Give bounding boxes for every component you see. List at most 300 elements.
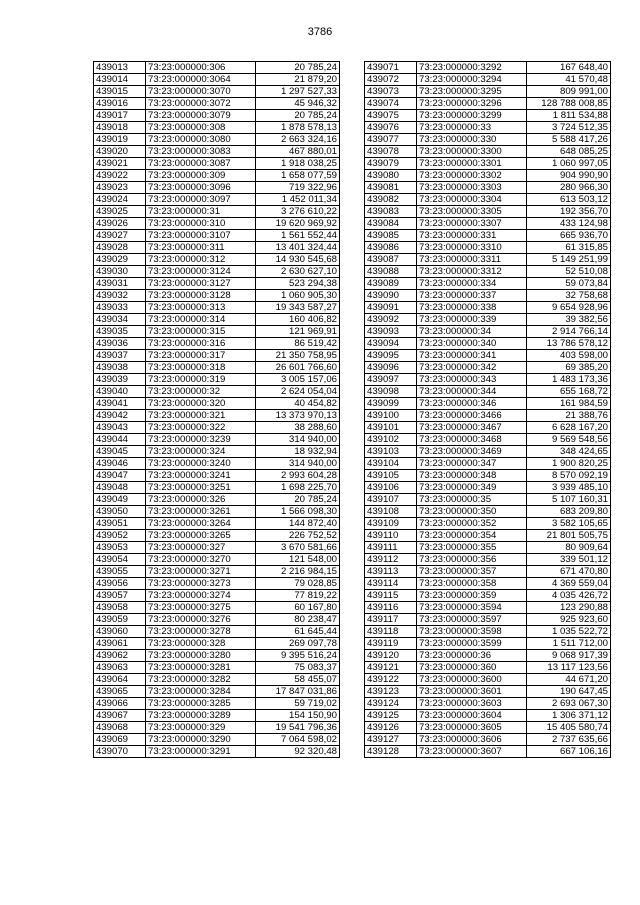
row-number-cell: 439128	[365, 746, 417, 758]
table-row	[94, 122, 340, 134]
table-row	[365, 578, 611, 590]
table-row	[94, 386, 340, 398]
row-number-cell: 439066	[94, 698, 146, 710]
value-cell: 92 320,48	[256, 746, 340, 758]
row-number-cell: 439033	[94, 302, 146, 314]
row-number-cell: 439061	[94, 638, 146, 650]
table-row	[94, 110, 340, 122]
table-row	[365, 674, 611, 686]
table-row	[365, 338, 611, 350]
value-cell: 154 150,90	[256, 710, 340, 722]
cadastral-number-cell: 73:23:000000:3097	[146, 194, 256, 206]
table-row	[365, 386, 611, 398]
value-cell: 192 356,70	[527, 206, 611, 218]
value-cell: 13 401 324,44	[256, 242, 340, 254]
table-row	[94, 614, 340, 626]
table-row	[365, 422, 611, 434]
table-row	[365, 170, 611, 182]
table-row	[365, 722, 611, 734]
value-cell: 1 811 534,88	[527, 110, 611, 122]
cadastral-number-cell: 73:23:000000:3127	[146, 278, 256, 290]
cadastral-number-cell: 73:23:000000:316	[146, 338, 256, 350]
value-cell: 69 385,20	[527, 362, 611, 374]
value-cell: 59 719,02	[256, 698, 340, 710]
table-row	[94, 302, 340, 314]
row-number-cell: 439070	[94, 746, 146, 758]
row-number-cell: 439028	[94, 242, 146, 254]
row-number-cell: 439075	[365, 110, 417, 122]
value-cell: 2 624 054,04	[256, 386, 340, 398]
cadastral-number-cell: 73:23:000000:3302	[417, 170, 527, 182]
table-row	[94, 338, 340, 350]
table-row	[365, 290, 611, 302]
value-cell: 3 276 610,22	[256, 206, 340, 218]
row-number-cell: 439090	[365, 290, 417, 302]
cadastral-number-cell: 73:23:000000:331	[417, 230, 527, 242]
table-row	[94, 626, 340, 638]
value-cell: 467 880,01	[256, 146, 340, 158]
row-number-cell: 439048	[94, 482, 146, 494]
cadastral-number-cell: 73:23:000000:3274	[146, 590, 256, 602]
value-cell: 20 785,24	[256, 62, 340, 74]
cadastral-number-cell: 73:23:000000:348	[417, 470, 527, 482]
cadastral-number-cell: 73:23:000000:354	[417, 530, 527, 542]
value-cell: 26 601 766,60	[256, 362, 340, 374]
table-row	[94, 590, 340, 602]
value-cell: 655 168,72	[527, 386, 611, 398]
left-register-table	[93, 61, 340, 758]
cadastral-number-cell: 73:23:000000:3273	[146, 578, 256, 590]
value-cell: 79 028,85	[256, 578, 340, 590]
row-number-cell: 439069	[94, 734, 146, 746]
value-cell: 314 940,00	[256, 458, 340, 470]
cadastral-number-cell: 73:23:000000:3271	[146, 566, 256, 578]
row-number-cell: 439067	[94, 710, 146, 722]
table-row	[94, 422, 340, 434]
value-cell: 1 698 225,70	[256, 482, 340, 494]
cadastral-number-cell: 73:23:000000:350	[417, 506, 527, 518]
row-number-cell: 439098	[365, 386, 417, 398]
cadastral-number-cell: 73:23:000000:3604	[417, 710, 527, 722]
table-row	[94, 350, 340, 362]
value-cell: 8 570 092,19	[527, 470, 611, 482]
cadastral-number-cell: 73:23:000000:338	[417, 302, 527, 314]
table-row	[94, 254, 340, 266]
value-cell: 2 663 324,16	[256, 134, 340, 146]
cadastral-number-cell: 73:23:000000:3597	[417, 614, 527, 626]
row-number-cell: 439116	[365, 602, 417, 614]
value-cell: 17 847 031,86	[256, 686, 340, 698]
value-cell: 1 658 077,59	[256, 170, 340, 182]
value-cell: 348 424,65	[527, 446, 611, 458]
table-row	[94, 182, 340, 194]
cadastral-number-cell: 73:23:000000:3594	[417, 602, 527, 614]
row-number-cell: 439110	[365, 530, 417, 542]
table-row	[94, 434, 340, 446]
value-cell: 925 923,60	[527, 614, 611, 626]
row-number-cell: 439060	[94, 626, 146, 638]
table-row	[365, 86, 611, 98]
row-number-cell: 439016	[94, 98, 146, 110]
value-cell: 1 060 905,30	[256, 290, 340, 302]
value-cell: 190 647,45	[527, 686, 611, 698]
value-cell: 665 936,70	[527, 230, 611, 242]
row-number-cell: 439109	[365, 518, 417, 530]
row-number-cell: 439044	[94, 434, 146, 446]
row-number-cell: 439058	[94, 602, 146, 614]
table-row	[94, 242, 340, 254]
cadastral-number-cell: 73:23:000000:355	[417, 542, 527, 554]
value-cell: 6 628 167,20	[527, 422, 611, 434]
value-cell: 121 969,91	[256, 326, 340, 338]
row-number-cell: 439013	[94, 62, 146, 74]
right-register-table	[364, 61, 611, 758]
cadastral-number-cell: 73:23:000000:3598	[417, 626, 527, 638]
row-number-cell: 439053	[94, 542, 146, 554]
value-cell: 39 382,56	[527, 314, 611, 326]
cadastral-number-cell: 73:23:000000:3083	[146, 146, 256, 158]
row-number-cell: 439088	[365, 266, 417, 278]
table-row	[94, 374, 340, 386]
row-number-cell: 439043	[94, 422, 146, 434]
cadastral-number-cell: 73:23:000000:341	[417, 350, 527, 362]
row-number-cell: 439108	[365, 506, 417, 518]
table-row	[94, 206, 340, 218]
cadastral-number-cell: 73:23:000000:3070	[146, 86, 256, 98]
table-row	[94, 62, 340, 74]
row-number-cell: 439122	[365, 674, 417, 686]
cadastral-number-cell: 73:23:000000:3251	[146, 482, 256, 494]
cadastral-number-cell: 73:23:000000:34	[417, 326, 527, 338]
table-row	[94, 566, 340, 578]
cadastral-number-cell: 73:23:000000:337	[417, 290, 527, 302]
cadastral-number-cell: 73:23:000000:3290	[146, 734, 256, 746]
row-number-cell: 439123	[365, 686, 417, 698]
row-number-cell: 439025	[94, 206, 146, 218]
row-number-cell: 439084	[365, 218, 417, 230]
table-row	[365, 434, 611, 446]
table-row	[94, 518, 340, 530]
cadastral-number-cell: 73:23:000000:312	[146, 254, 256, 266]
cadastral-number-cell: 73:23:000000:3064	[146, 74, 256, 86]
row-number-cell: 439114	[365, 578, 417, 590]
value-cell: 13 786 578,12	[527, 338, 611, 350]
row-number-cell: 439095	[365, 350, 417, 362]
table-row	[94, 470, 340, 482]
row-number-cell: 439027	[94, 230, 146, 242]
cadastral-number-cell: 73:23:000000:3087	[146, 158, 256, 170]
value-cell: 52 510,08	[527, 266, 611, 278]
table-row	[94, 458, 340, 470]
cadastral-number-cell: 73:23:000000:3107	[146, 230, 256, 242]
table-row	[94, 722, 340, 734]
value-cell: 671 470,80	[527, 566, 611, 578]
row-number-cell: 439063	[94, 662, 146, 674]
row-number-cell: 439119	[365, 638, 417, 650]
value-cell: 19 343 587,27	[256, 302, 340, 314]
value-cell: 123 290,88	[527, 602, 611, 614]
cadastral-number-cell: 73:23:000000:328	[146, 638, 256, 650]
cadastral-number-cell: 73:23:000000:3289	[146, 710, 256, 722]
row-number-cell: 439106	[365, 482, 417, 494]
cadastral-number-cell: 73:23:000000:3291	[146, 746, 256, 758]
value-cell: 161 984,59	[527, 398, 611, 410]
cadastral-number-cell: 73:23:000000:310	[146, 218, 256, 230]
table-row	[365, 446, 611, 458]
row-number-cell: 439124	[365, 698, 417, 710]
value-cell: 3 582 105,65	[527, 518, 611, 530]
value-cell: 523 294,38	[256, 278, 340, 290]
row-number-cell: 439120	[365, 650, 417, 662]
value-cell: 144 872,40	[256, 518, 340, 530]
cadastral-number-cell: 73:23:000000:3605	[417, 722, 527, 734]
value-cell: 7 064 598,02	[256, 734, 340, 746]
value-cell: 167 648,40	[527, 62, 611, 74]
table-row	[365, 110, 611, 122]
value-cell: 58 455,07	[256, 674, 340, 686]
value-cell: 648 085,25	[527, 146, 611, 158]
table-row	[365, 62, 611, 74]
table-row	[365, 218, 611, 230]
row-number-cell: 439080	[365, 170, 417, 182]
row-number-cell: 439037	[94, 350, 146, 362]
row-number-cell: 439046	[94, 458, 146, 470]
value-cell: 75 083,37	[256, 662, 340, 674]
row-number-cell: 439094	[365, 338, 417, 350]
value-cell: 1 306 371,12	[527, 710, 611, 722]
value-cell: 15 405 580,74	[527, 722, 611, 734]
row-number-cell: 439077	[365, 134, 417, 146]
cadastral-number-cell: 73:23:000000:3241	[146, 470, 256, 482]
row-number-cell: 439041	[94, 398, 146, 410]
cadastral-number-cell: 73:23:000000:3300	[417, 146, 527, 158]
row-number-cell: 439126	[365, 722, 417, 734]
page-number: 3786	[307, 26, 333, 38]
table-row	[94, 578, 340, 590]
value-cell: 18 932,94	[256, 446, 340, 458]
table-row	[365, 626, 611, 638]
value-cell: 160 406,82	[256, 314, 340, 326]
table-row	[365, 530, 611, 542]
row-number-cell: 439121	[365, 662, 417, 674]
value-cell: 1 511 712,00	[527, 638, 611, 650]
table-row	[365, 494, 611, 506]
cadastral-number-cell: 73:23:000000:3072	[146, 98, 256, 110]
table-row	[94, 86, 340, 98]
cadastral-number-cell: 73:23:000000:3607	[417, 746, 527, 758]
row-number-cell: 439089	[365, 278, 417, 290]
table-row	[365, 314, 611, 326]
row-number-cell: 439031	[94, 278, 146, 290]
cadastral-number-cell: 73:23:000000:3261	[146, 506, 256, 518]
value-cell: 121 548,00	[256, 554, 340, 566]
table-row	[365, 326, 611, 338]
row-number-cell: 439024	[94, 194, 146, 206]
value-cell: 2 630 627,10	[256, 266, 340, 278]
row-number-cell: 439085	[365, 230, 417, 242]
row-number-cell: 439103	[365, 446, 417, 458]
value-cell: 1 297 527,33	[256, 86, 340, 98]
value-cell: 4 035 426,72	[527, 590, 611, 602]
row-number-cell: 439115	[365, 590, 417, 602]
row-number-cell: 439052	[94, 530, 146, 542]
row-number-cell: 439014	[94, 74, 146, 86]
table-row	[94, 542, 340, 554]
row-number-cell: 439020	[94, 146, 146, 158]
table-row	[365, 686, 611, 698]
cadastral-number-cell: 73:23:000000:3240	[146, 458, 256, 470]
row-number-cell: 439111	[365, 542, 417, 554]
cadastral-number-cell: 73:23:000000:308	[146, 122, 256, 134]
table-row	[94, 194, 340, 206]
value-cell: 9 395 516,24	[256, 650, 340, 662]
row-number-cell: 439015	[94, 86, 146, 98]
cadastral-number-cell: 73:23:000000:3599	[417, 638, 527, 650]
table-row	[365, 590, 611, 602]
value-cell: 9 068 917,39	[527, 650, 611, 662]
table-row	[365, 650, 611, 662]
value-cell: 719 322,96	[256, 182, 340, 194]
row-number-cell: 439018	[94, 122, 146, 134]
cadastral-number-cell: 73:23:000000:3312	[417, 266, 527, 278]
cadastral-number-cell: 73:23:000000:3311	[417, 254, 527, 266]
row-number-cell: 439034	[94, 314, 146, 326]
cadastral-number-cell: 73:23:000000:36	[417, 650, 527, 662]
value-cell: 269 097,78	[256, 638, 340, 650]
cadastral-number-cell: 73:23:000000:3466	[417, 410, 527, 422]
cadastral-number-cell: 73:23:000000:326	[146, 494, 256, 506]
cadastral-number-cell: 73:23:000000:3285	[146, 698, 256, 710]
table-row	[365, 662, 611, 674]
table-row	[94, 398, 340, 410]
table-row	[365, 734, 611, 746]
value-cell: 1 918 038,25	[256, 158, 340, 170]
value-cell: 226 752,52	[256, 530, 340, 542]
table-row	[94, 230, 340, 242]
cadastral-number-cell: 73:23:000000:35	[417, 494, 527, 506]
value-cell: 60 167,80	[256, 602, 340, 614]
value-cell: 13 373 970,13	[256, 410, 340, 422]
table-row	[365, 458, 611, 470]
value-cell: 61 645,44	[256, 626, 340, 638]
cadastral-number-cell: 73:23:000000:343	[417, 374, 527, 386]
table-row	[94, 74, 340, 86]
value-cell: 613 503,12	[527, 194, 611, 206]
table-row	[365, 182, 611, 194]
cadastral-number-cell: 73:23:000000:330	[417, 134, 527, 146]
table-row	[94, 482, 340, 494]
cadastral-number-cell: 73:23:000000:3295	[417, 86, 527, 98]
value-cell: 86 519,42	[256, 338, 340, 350]
cadastral-number-cell: 73:23:000000:3096	[146, 182, 256, 194]
table-row	[94, 146, 340, 158]
cadastral-number-cell: 73:23:000000:3296	[417, 98, 527, 110]
value-cell: 21 388,76	[527, 410, 611, 422]
row-number-cell: 439125	[365, 710, 417, 722]
row-number-cell: 439086	[365, 242, 417, 254]
value-cell: 5 107 160,31	[527, 494, 611, 506]
table-row	[94, 266, 340, 278]
cadastral-number-cell: 73:23:000000:3299	[417, 110, 527, 122]
table-row	[94, 602, 340, 614]
cadastral-number-cell: 73:23:000000:347	[417, 458, 527, 470]
cadastral-number-cell: 73:23:000000:3304	[417, 194, 527, 206]
value-cell: 2 993 604,28	[256, 470, 340, 482]
row-number-cell: 439036	[94, 338, 146, 350]
row-number-cell: 439064	[94, 674, 146, 686]
table-row	[94, 674, 340, 686]
cadastral-number-cell: 73:23:000000:306	[146, 62, 256, 74]
cadastral-number-cell: 73:23:000000:3301	[417, 158, 527, 170]
row-number-cell: 439102	[365, 434, 417, 446]
value-cell: 5 588 417,26	[527, 134, 611, 146]
table-row	[94, 326, 340, 338]
value-cell: 314 940,00	[256, 434, 340, 446]
cadastral-number-cell: 73:23:000000:3239	[146, 434, 256, 446]
row-number-cell: 439049	[94, 494, 146, 506]
row-number-cell: 439059	[94, 614, 146, 626]
value-cell: 1 035 522,72	[527, 626, 611, 638]
value-cell: 339 501,12	[527, 554, 611, 566]
row-number-cell: 439117	[365, 614, 417, 626]
row-number-cell: 439040	[94, 386, 146, 398]
cadastral-number-cell: 73:23:000000:3305	[417, 206, 527, 218]
table-row	[365, 554, 611, 566]
cadastral-number-cell: 73:23:000000:32	[146, 386, 256, 398]
table-row	[365, 242, 611, 254]
table-row	[94, 662, 340, 674]
table-row	[365, 206, 611, 218]
row-number-cell: 439087	[365, 254, 417, 266]
row-number-cell: 439104	[365, 458, 417, 470]
table-row	[365, 98, 611, 110]
row-number-cell: 439062	[94, 650, 146, 662]
value-cell: 3 670 581,66	[256, 542, 340, 554]
cadastral-number-cell: 73:23:000000:358	[417, 578, 527, 590]
row-number-cell: 439019	[94, 134, 146, 146]
table-row	[365, 470, 611, 482]
table-row	[365, 506, 611, 518]
table-row	[94, 314, 340, 326]
cadastral-number-cell: 73:23:000000:3303	[417, 182, 527, 194]
value-cell: 403 598,00	[527, 350, 611, 362]
row-number-cell: 439068	[94, 722, 146, 734]
cadastral-number-cell: 73:23:000000:3264	[146, 518, 256, 530]
table-row	[94, 290, 340, 302]
row-number-cell: 439079	[365, 158, 417, 170]
value-cell: 809 991,00	[527, 86, 611, 98]
table-row	[365, 194, 611, 206]
table-row	[365, 134, 611, 146]
value-cell: 2 216 984,15	[256, 566, 340, 578]
table-row	[365, 230, 611, 242]
cadastral-number-cell: 73:23:000000:349	[417, 482, 527, 494]
value-cell: 19 541 796,36	[256, 722, 340, 734]
cadastral-number-cell: 73:23:000000:3278	[146, 626, 256, 638]
row-number-cell: 439021	[94, 158, 146, 170]
table-row	[94, 686, 340, 698]
value-cell: 19 620 969,92	[256, 218, 340, 230]
cadastral-number-cell: 73:23:000000:3080	[146, 134, 256, 146]
table-row	[365, 146, 611, 158]
table-row	[94, 410, 340, 422]
row-number-cell: 439118	[365, 626, 417, 638]
table-row	[365, 74, 611, 86]
table-row	[94, 710, 340, 722]
value-cell: 44 671,20	[527, 674, 611, 686]
row-number-cell: 439078	[365, 146, 417, 158]
cadastral-number-cell: 73:23:000000:327	[146, 542, 256, 554]
